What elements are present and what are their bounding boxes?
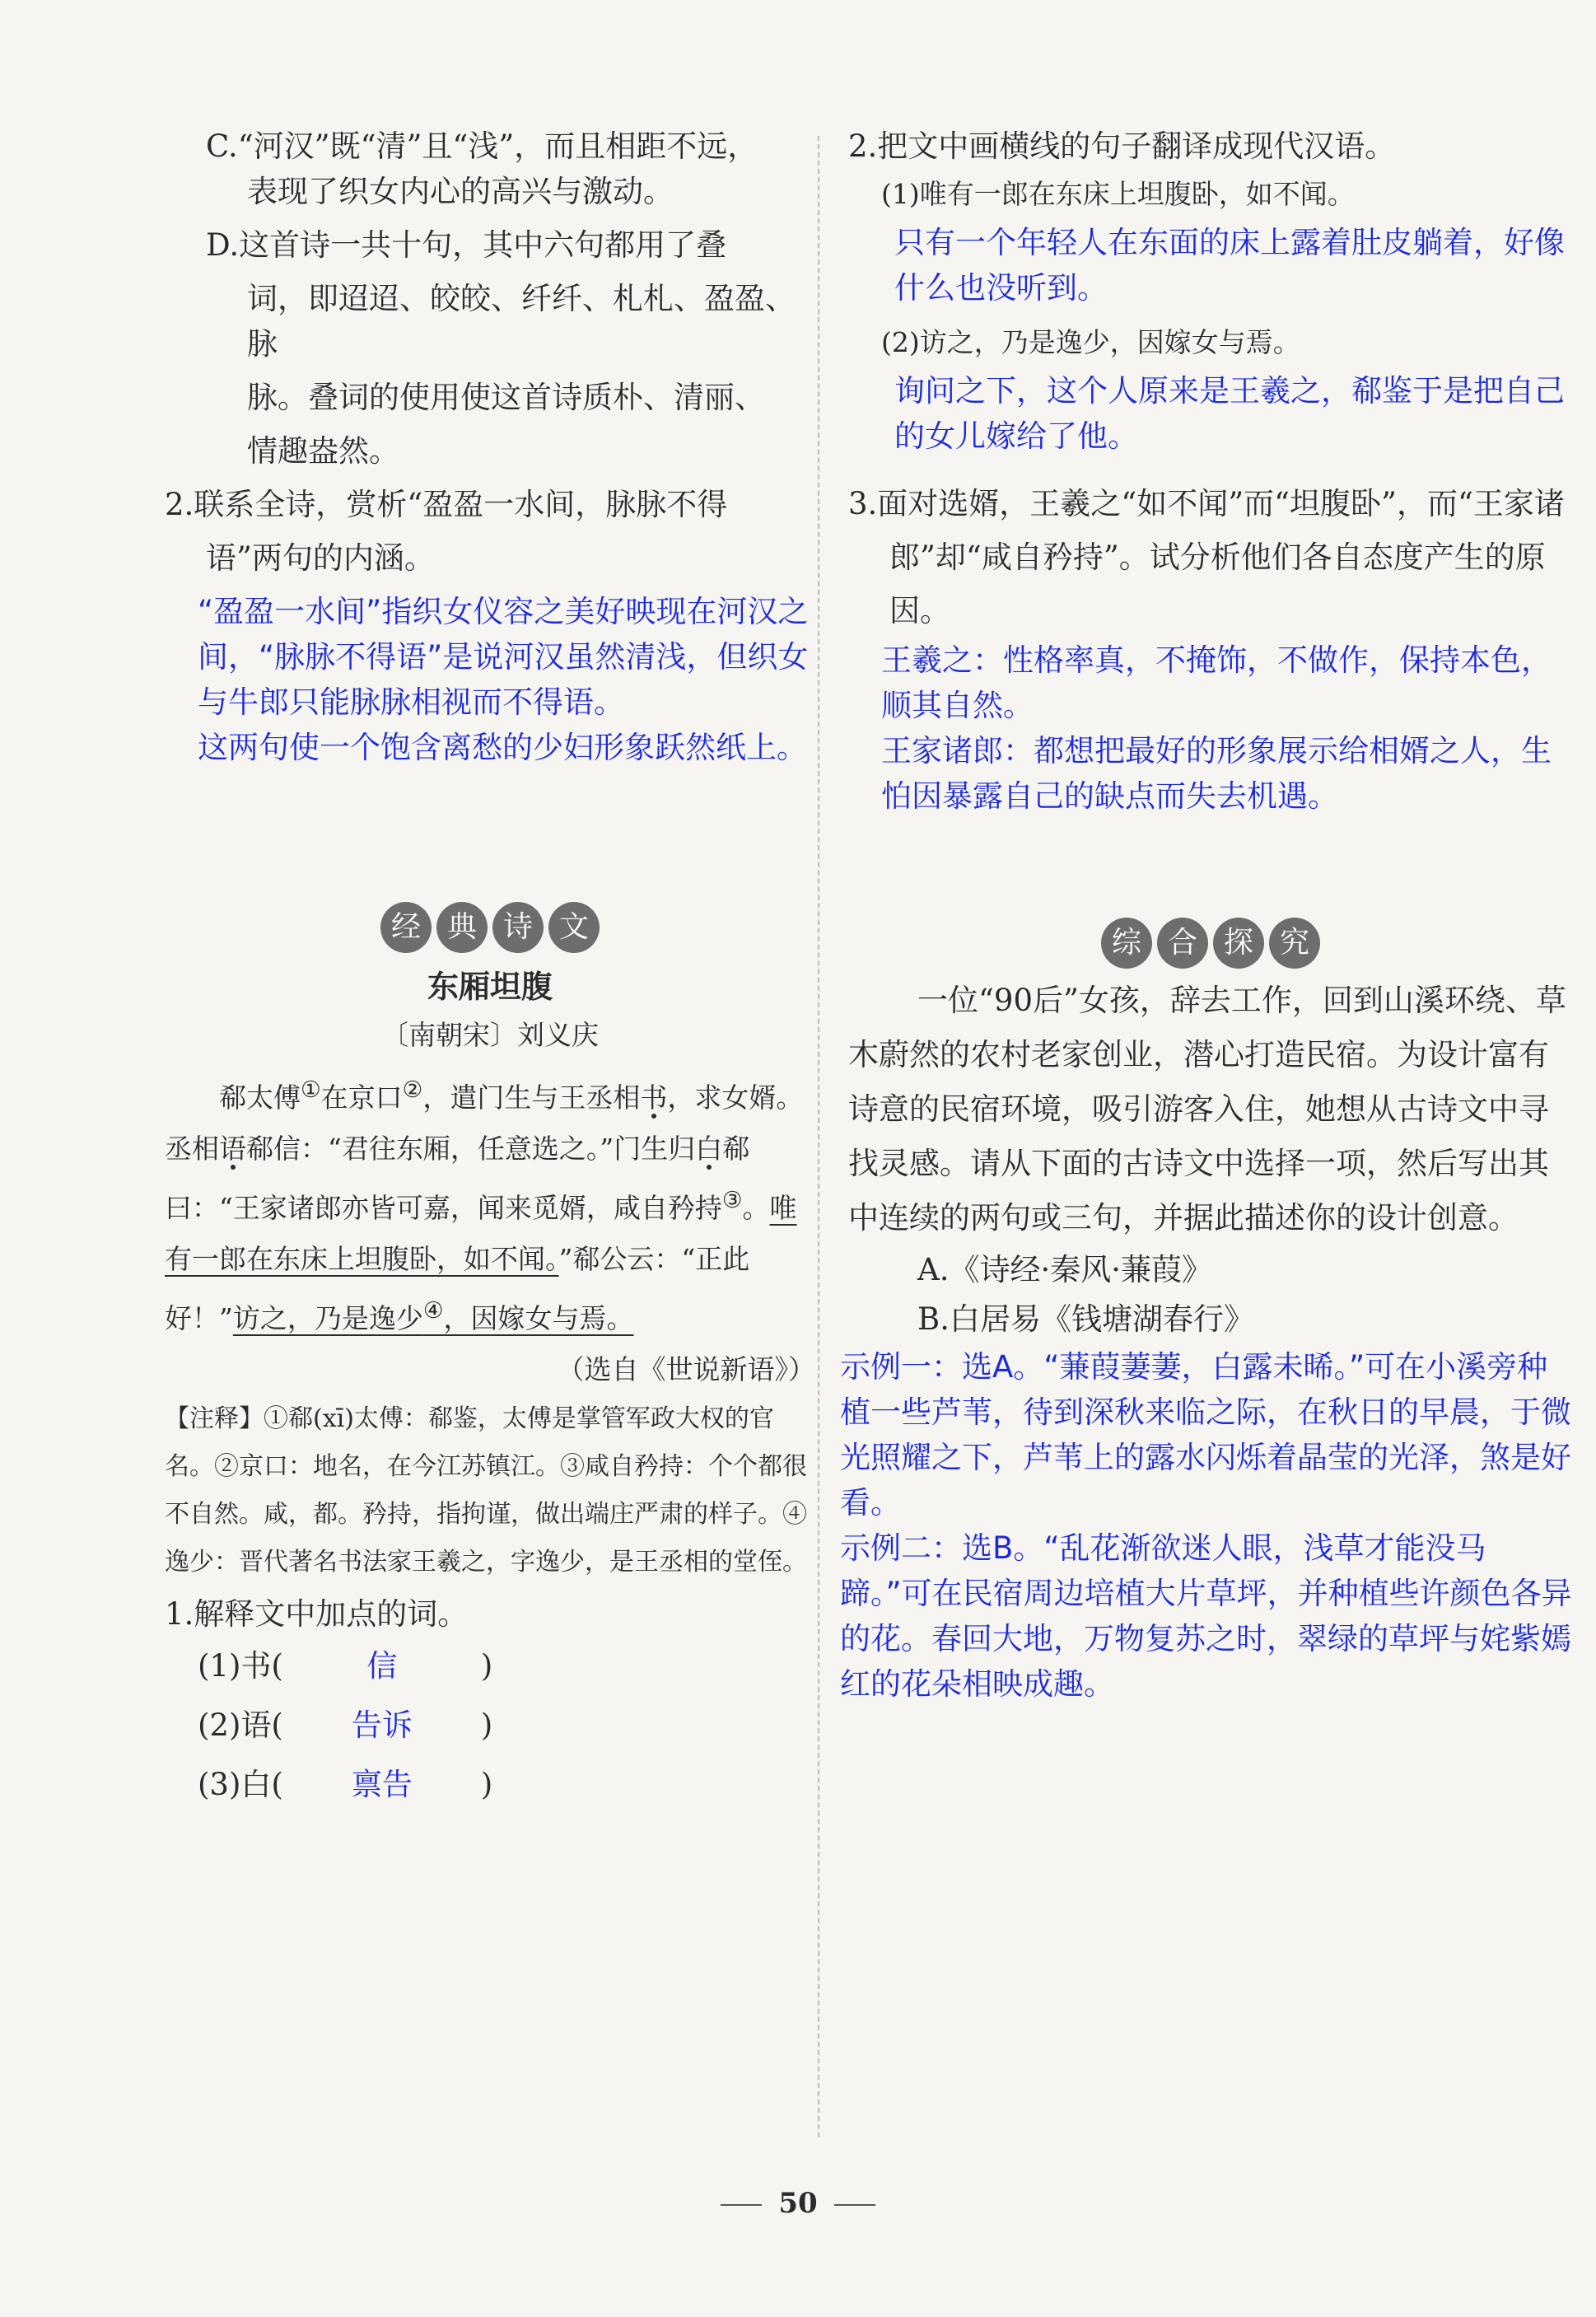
option-d-line2: 词，即迢迢、皎皎、纤纤、札札、盈盈、脉 — [247, 281, 796, 362]
question-2-translate: 2.把文中画横线的句子翻译成现代汉语。 — [848, 128, 1396, 164]
question-3-answer-1: 王羲之：性格率真，不掩饰，不做作，保持本色，顺其自然。 — [881, 642, 1552, 723]
annotation-notes: 【注释】①郗(xī)太傅：郗鉴，太傅是掌管军政大权的官名。②京口：地名，在今江苏镇江。③咸自矜持：个个都很不自然。咸，都。矜持，指拘谨，做出端庄严肃的样子。④逸少：晋代著名书法家王羲之，字逸少，是王丞相的堂侄。 — [165, 1404, 807, 1577]
section-char: 综 — [1101, 918, 1152, 969]
option-b: B.白居易《钱塘湖春行》 — [917, 1301, 1254, 1337]
poem-title: 东厢坦腹 — [427, 969, 553, 1005]
poem-author: 〔南朝宋〕刘义庆 — [381, 1019, 599, 1051]
question-3: 3.面对选婿，王羲之“如不闻”而“坦腹卧”，而“王家诸郎”却“咸自矜持”。试分析他们各自态度产生的原因。 — [848, 486, 1565, 628]
dotted-word-shu: 书 — [640, 1081, 668, 1114]
option-d-line3: 脉。叠词的使用使这首诗质朴、清丽、 — [247, 380, 765, 415]
q1-item-3: (3)白( 禀告 ) — [165, 1755, 815, 1815]
question-2-line2: 语”两句的内涵。 — [206, 540, 435, 576]
option-c-line1: C.“河汉”既“清”且“浅”，而且相距不远， — [206, 128, 758, 164]
option-d-line1: D.这首诗一共十句，其中六句都用了叠 — [206, 227, 727, 263]
column-divider — [818, 136, 819, 2137]
dotted-word-bai: 白 — [695, 1133, 723, 1165]
section-header-inquiry — [848, 918, 1573, 969]
question-3-answer-2: 王家诸郎：都想把最好的形象展示给相婿之人，生怕因暴露自己的缺点而失去机遇。 — [881, 733, 1552, 814]
q1-answer-2: 告诉 — [351, 1707, 413, 1743]
section-char: 典 — [436, 902, 488, 953]
question-2-answer-2: 这两句使一个饱含离愁的少妇形象跃然纸上。 — [198, 730, 807, 765]
page-number: 50 — [0, 2187, 1596, 2220]
right-column — [840, 124, 1573, 1707]
dotted-word-yu: 语 — [219, 1133, 246, 1165]
q1-item-1: (1)书( 信 ) — [165, 1637, 815, 1696]
option-c-line2: 表现了织女内心的高兴与激动。 — [247, 174, 674, 209]
section-char: 诗 — [492, 902, 544, 953]
question-2-answer: “盈盈一水间”指织女仪容之美好映现在河汉之间，“脉脉不得语”是说河汉虽然清浅，但织女与牛郎只能脉脉相视而不得语。 — [198, 594, 809, 720]
sentence-2: (2)访之，乃是逸少，因嫁女与焉。 — [881, 326, 1300, 358]
q1-answer-1: 信 — [366, 1648, 398, 1684]
classical-text: 郗太傅①在京口②，遣门生与王丞相书，求女婿。丞相语郗信：“君往东厢，任意选之。”门生归白郗曰：“王家诸郎亦皆可嘉，闻来觅婿，咸自矜持③。唯有一郎在东床上坦腹卧，如不闻。”郗公云：“正此好！”访之，乃是逸少④，因嫁女与焉。 — [165, 1077, 804, 1334]
example-2: 示例二：选B。“乱花渐欲迷人眼，浅草才能没马蹄。”可在民宿周边培植大片草坪，并种植些许颜色各异的花。春回大地，万物复苏之时，翠绿的草坪与姹紫嫣红的花朵相映成趣。 — [840, 1530, 1572, 1702]
section-char: 文 — [548, 902, 600, 953]
underlined-sentence-1: 唯有一郎在东床上坦腹卧，如不闻。 — [165, 1192, 797, 1275]
sentence-1-answer: 只有一个年轻人在东面的床上露着肚皮躺着，好像什么也没听到。 — [894, 225, 1565, 306]
sentence-2-answer: 询问之下，这个人原来是王羲之，郗鉴于是把自己的女儿嫁给了他。 — [894, 373, 1565, 454]
sentence-1: (1)唯有一郎在东床上坦腹卧，如不闻。 — [881, 178, 1355, 210]
underlined-sentence-2: 访之，乃是逸少④，因嫁女与焉。 — [232, 1297, 634, 1334]
question-1: 1.解释文中加点的词。 — [165, 1596, 469, 1632]
example-1: 示例一：选A。“蒹葭萋萋，白露未晞。”可在小溪旁种植一些芦苇，待到深秋来临之际，在秋日的早晨，于微光照耀之下，芦苇上的露水闪烁着晶莹的光泽，煞是好看。 — [840, 1349, 1571, 1521]
option-d-line4: 情趣盎然。 — [247, 433, 399, 469]
q1-item-2: (2)语( 告诉 ) — [165, 1696, 815, 1755]
inquiry-text: 一位“90后”女孩，辞去工作，回到山溪环绕、草木蔚然的农村老家创业，潜心打造民宿。为设计富有诗意的民宿环境，吸引游客入住，她想从古诗文中寻找灵感。请从下面的古诗文中选择一项，然后写出其中连续的两句或三句，并据此描述你的设计创意。 — [848, 983, 1566, 1236]
section-char: 经 — [380, 902, 432, 953]
question-2-line1: 2.联系全诗，赏析“盈盈一水间，脉脉不得 — [165, 487, 728, 522]
option-a: A.《诗经·秦风·蒹葭》 — [917, 1252, 1213, 1287]
left-column — [165, 124, 815, 1815]
section-header-classic — [165, 902, 815, 953]
section-char: 合 — [1157, 918, 1208, 969]
section-char: 探 — [1213, 918, 1264, 969]
q1-answer-3: 禀告 — [351, 1767, 413, 1802]
section-char: 究 — [1269, 918, 1320, 969]
source-note: （选自《世说新语》） — [557, 1353, 815, 1385]
